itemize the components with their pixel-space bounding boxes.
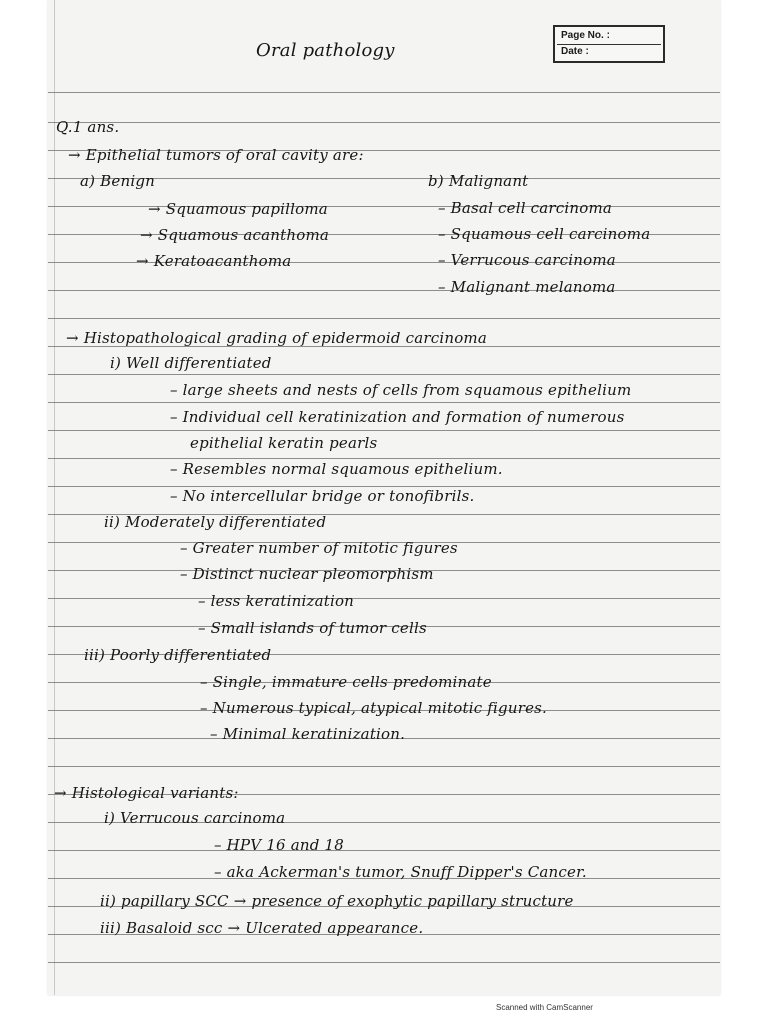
malignant-heading: b) Malignant — [428, 172, 529, 190]
scanner-watermark: Scanned with CamScanner — [496, 1003, 593, 1012]
ruled-line — [48, 430, 720, 431]
ruled-line — [48, 598, 720, 599]
variant-papillary: ii) papillary SCC → presence of exophytic papillary structure — [100, 892, 574, 910]
ruled-line — [48, 850, 720, 851]
well-differentiated-heading: i) Well differentiated — [110, 354, 272, 372]
well-item: – Resembles normal squamous epithelium. — [170, 460, 503, 478]
date-label: Date : — [561, 46, 589, 57]
ruled-line — [48, 318, 720, 319]
benign-item: → Keratoacanthoma — [136, 252, 292, 270]
epithelial-heading: → Epithelial tumors of oral cavity are: — [68, 146, 364, 164]
malignant-item: – Basal cell carcinoma — [438, 199, 613, 217]
well-item: – Individual cell keratinization and formation of numerous — [170, 408, 625, 426]
well-item: – No intercellular bridge or tonofibrils. — [170, 487, 475, 505]
well-item: epithelial keratin pearls — [190, 434, 378, 452]
ruled-line — [48, 766, 720, 767]
grading-heading: → Histopathological grading of epidermoid carcinoma — [66, 329, 487, 347]
page-title: Oral pathology — [256, 40, 395, 61]
benign-item: → Squamous acanthoma — [140, 226, 330, 244]
moderate-item: – Greater number of mitotic figures — [180, 539, 458, 557]
poorly-differentiated-heading: iii) Poorly differentiated — [84, 646, 272, 664]
malignant-item: – Squamous cell carcinoma — [438, 225, 651, 243]
ruled-line — [48, 458, 720, 459]
page-number-date-box — [553, 25, 665, 63]
variant-item: – aka Ackerman's tumor, Snuff Dipper's Cancer. — [214, 863, 587, 881]
ruled-line — [48, 962, 720, 963]
variants-heading: → Histological variants: — [54, 784, 239, 802]
variant-basaloid: iii) Basaloid scc → Ulcerated appearance. — [100, 919, 424, 937]
ruled-line — [48, 122, 720, 123]
moderate-item: – Small islands of tumor cells — [198, 619, 427, 637]
poor-item: – Single, immature cells predominate — [200, 673, 492, 691]
question-label: Q.1 ans. — [56, 118, 120, 136]
moderately-differentiated-heading: ii) Moderately differentiated — [104, 513, 327, 531]
variant-item: – HPV 16 and 18 — [214, 836, 344, 854]
box-divider — [557, 44, 661, 45]
benign-item: → Squamous papilloma — [148, 200, 328, 218]
ruled-line — [48, 402, 720, 403]
malignant-item: – Malignant melanoma — [438, 278, 616, 296]
variant-verrucous-heading: i) Verrucous carcinoma — [104, 809, 286, 827]
well-item: – large sheets and nests of cells from squamous epithelium — [170, 381, 632, 399]
poor-item: – Minimal keratinization. — [210, 725, 406, 743]
moderate-item: – less keratinization — [198, 592, 355, 610]
poor-item: – Numerous typical, atypical mitotic figures. — [200, 699, 548, 717]
page-no-label: Page No. : — [561, 30, 610, 41]
malignant-item: – Verrucous carcinoma — [438, 251, 616, 269]
benign-heading: a) Benign — [80, 172, 155, 190]
ruled-line — [48, 92, 720, 93]
moderate-item: – Distinct nuclear pleomorphism — [180, 565, 434, 583]
ruled-line — [48, 374, 720, 375]
notebook-page — [48, 0, 720, 995]
ruled-line — [48, 290, 720, 291]
